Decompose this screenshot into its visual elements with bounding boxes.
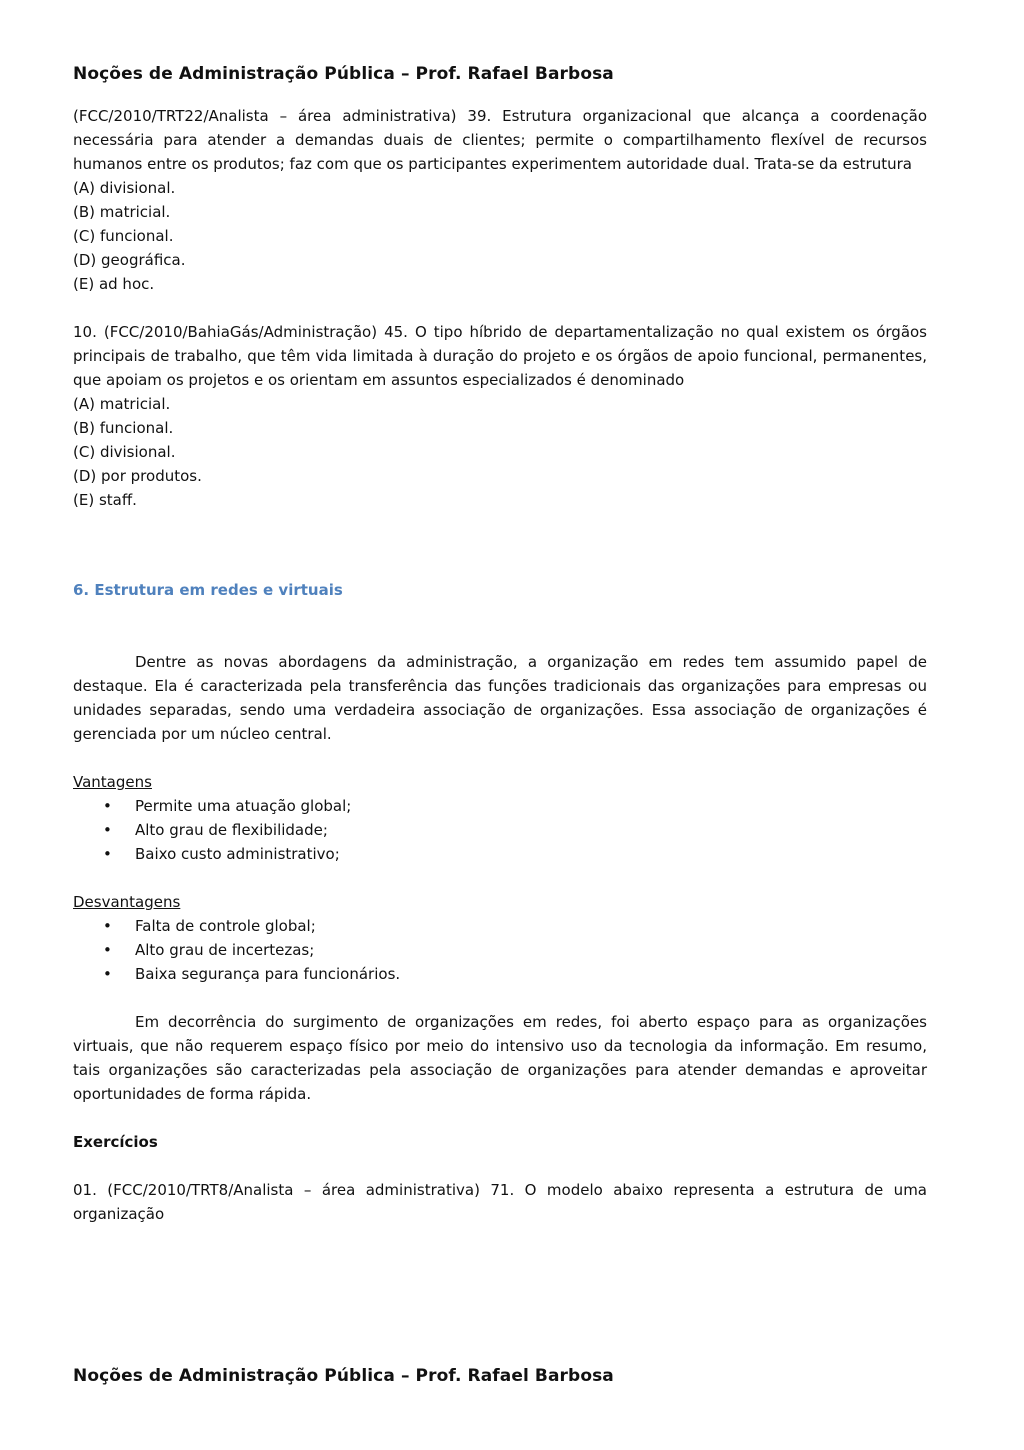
question-10-option-e: (E) staff.	[73, 491, 137, 509]
bullet-icon: •	[103, 797, 112, 815]
question-39-option-e: (E) ad hoc.	[73, 275, 155, 293]
list-item: • Alto grau de incertezas;	[73, 938, 927, 962]
bullet-icon: •	[103, 845, 112, 863]
advantages-list	[73, 794, 927, 866]
question-39-stem: (FCC/2010/TRT22/Analista – área administrativa) 39. Estrutura organizacional que alcança a coordenação necessária para atender a demandas duais de clientes; permite o compartilhamento flexível de recursos humanos entre os produtos; faz com que os participantes experimentem autoridade dual. Trata-se da estrutura	[73, 107, 927, 173]
exercises-heading: Exercícios	[73, 1133, 158, 1151]
question-01-stem: 01. (FCC/2010/TRT8/Analista – área administrativa) 71. O modelo abaixo representa a estrutura de uma organização	[73, 1181, 927, 1223]
bullet-icon: •	[103, 941, 112, 959]
list-item: • Permite uma atuação global;	[73, 794, 927, 818]
list-item: • Falta de controle global;	[73, 914, 927, 938]
page-header: Noções de Administração Pública – Prof. Rafael Barbosa	[73, 64, 614, 84]
bullet-icon: •	[103, 917, 112, 935]
page-footer: Noções de Administração Pública – Prof. Rafael Barbosa	[73, 1366, 614, 1386]
disadvantages-heading: Desvantagens	[73, 893, 181, 911]
question-10-option-d: (D) por produtos.	[73, 467, 202, 485]
list-item: • Baixo custo administrativo;	[73, 842, 927, 866]
section-intro-paragraph: Dentre as novas abordagens da administração, a organização em redes tem assumido papel de destaque. Ela é caracterizada pela transferência das funções tradicionais das organizações para empresas ou unidades separadas, sendo uma verdadeira associação de organizações. Essa associação de organizações é gerenciada por um núcleo central.	[73, 653, 927, 743]
question-10-option-b: (B) funcional.	[73, 419, 174, 437]
document-page	[73, 62, 927, 1226]
disadvantages-list	[73, 914, 927, 986]
bullet-icon: •	[103, 965, 112, 983]
question-10-option-a: (A) matricial.	[73, 395, 171, 413]
bullet-icon: •	[103, 821, 112, 839]
question-10-option-c: (C) divisional.	[73, 443, 176, 461]
section-title: 6. Estrutura em redes e virtuais	[73, 581, 343, 599]
question-10-stem: 10. (FCC/2010/BahiaGás/Administração) 45. O tipo híbrido de departamentalização no qual existem os órgãos principais de trabalho, que têm vida limitada à duração do projeto e os órgãos de apoio funcional, permanentes, que apoiam os projetos e os orientam em assuntos especializados é denominado	[73, 323, 927, 389]
virtual-organizations-paragraph: Em decorrência do surgimento de organizações em redes, foi aberto espaço para as organizações virtuais, que não requerem espaço físico por meio do intensivo uso da tecnologia da informação. Em resumo, tais organizações são caracterizadas pela associação de organizações para atender demandas e aproveitar oportunidades de forma rápida.	[73, 1013, 927, 1103]
advantages-heading: Vantagens	[73, 773, 152, 791]
question-39-option-b: (B) matricial.	[73, 203, 171, 221]
list-item: • Baixa segurança para funcionários.	[73, 962, 927, 986]
question-39-option-d: (D) geográfica.	[73, 251, 186, 269]
question-39-option-c: (C) funcional.	[73, 227, 174, 245]
question-39-option-a: (A) divisional.	[73, 179, 176, 197]
list-item: • Alto grau de flexibilidade;	[73, 818, 927, 842]
